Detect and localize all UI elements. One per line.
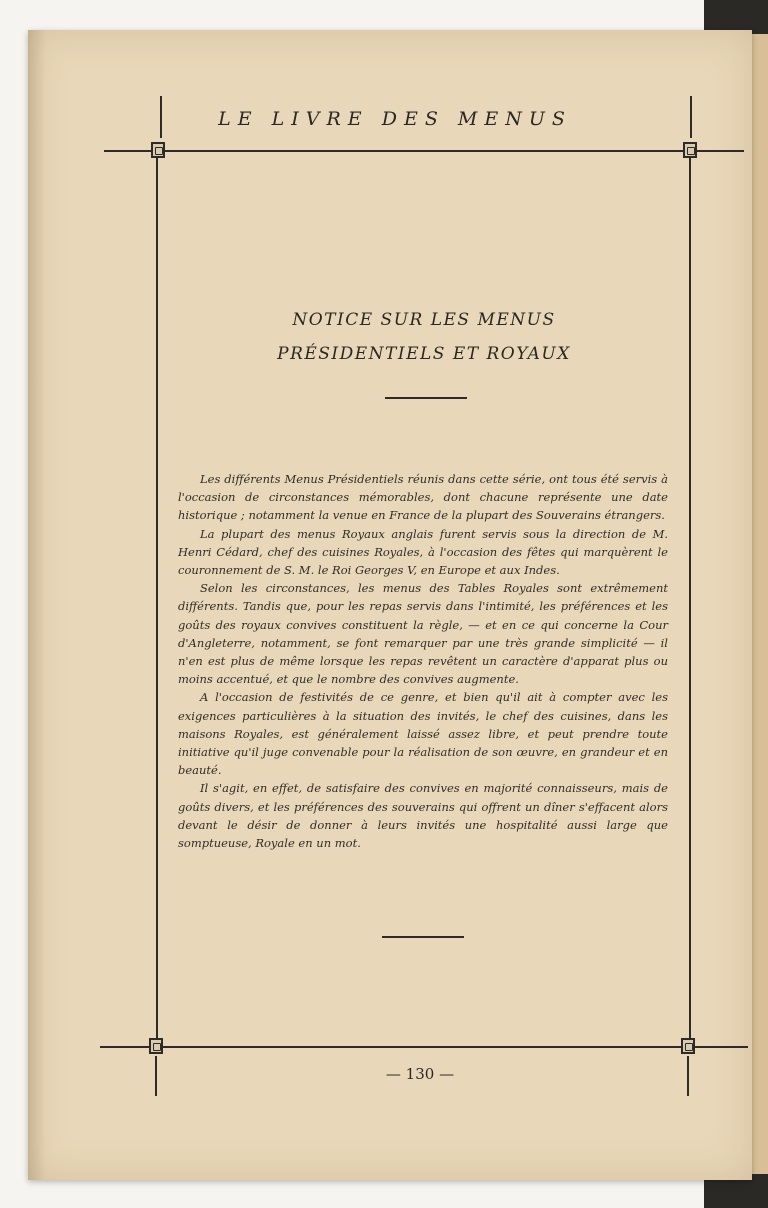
closing-rule xyxy=(382,936,464,938)
frame-bottom-tick-left xyxy=(155,1056,157,1096)
title-rule xyxy=(385,397,467,399)
corner-ornament-top-left xyxy=(151,142,165,158)
paragraph-1: Les différents Menus Présidentiels réunis dans cette série, ont tous été servis à l'occasion de circonstances mémorables, dont chacune représente une date historique ; notamment la venue en France de la plupart des Souverains étrangers. xyxy=(178,472,668,523)
page-number: — 130 — xyxy=(385,1065,455,1083)
paragraph-2: La plupart des menus Royaux anglais furent servis sous la direction de M. Henri Cédard, chef des cuisines Royales, à l'occasion des fêtes qui marquèrent le couronnement de S. M. le Roi Georges V, en Europe et aux Indes. xyxy=(178,526,668,578)
corner-ornament-top-right xyxy=(683,142,697,158)
paragraph-4: A l'occasion de festivités de ce genre, et bien qu'il ait à compter avec les exigences particulières à la situation des invités, le chef des cuisines, dans les maisons Royales, est généralement laissé assez libre, et peut prendre toute initiative qu'il juge convenable pour la réalisation de son œuvre, en grandeur et en beauté. xyxy=(178,690,668,778)
frame-bottom-line xyxy=(100,1046,748,1048)
page-gutter-shadow xyxy=(28,30,46,1180)
paragraph-5: Il s'agit, en effet, de satisfaire des convives en majorité connaisseurs, mais de goûts divers, et les préférences des souverains qui offrent un dîner s'effacent alors devant le désir de donner à leurs invités une hospitalité aussi large que somptueuse, Royale en un mot. xyxy=(178,781,668,851)
paragraph-3: Selon les circonstances, les menus des Tables Royales sont extrêmement différents. Tandis que, pour les repas servis dans l'intimité, les préférences et les goûts des royaux convives constituent la règle, — et en ce qui concerne la Cour d'Angleterre, notamment, se font remarquer par une très grande simplicité — il n'en est plus de même lorsque les repas revêtent un caractère d'apparat plus ou moins accentué, et que le nombre des convives augmente. xyxy=(178,581,668,687)
frame-top-line xyxy=(104,150,744,152)
frame-top-tick-left xyxy=(160,96,162,138)
running-header: LE LIVRE DES MENUS xyxy=(218,108,572,130)
notice-title-line-2: PRÉSIDENTIELS ET ROYAUX xyxy=(277,344,571,364)
frame-left-line xyxy=(156,152,158,1040)
frame-top-tick-right xyxy=(690,96,692,138)
corner-ornament-bottom-right xyxy=(681,1038,695,1054)
notice-title-line-1: NOTICE SUR LES MENUS xyxy=(292,310,556,330)
frame-bottom-tick-right xyxy=(687,1056,689,1096)
corner-ornament-bottom-left xyxy=(149,1038,163,1054)
frame-right-line xyxy=(689,152,691,1040)
notice-body xyxy=(178,470,668,852)
